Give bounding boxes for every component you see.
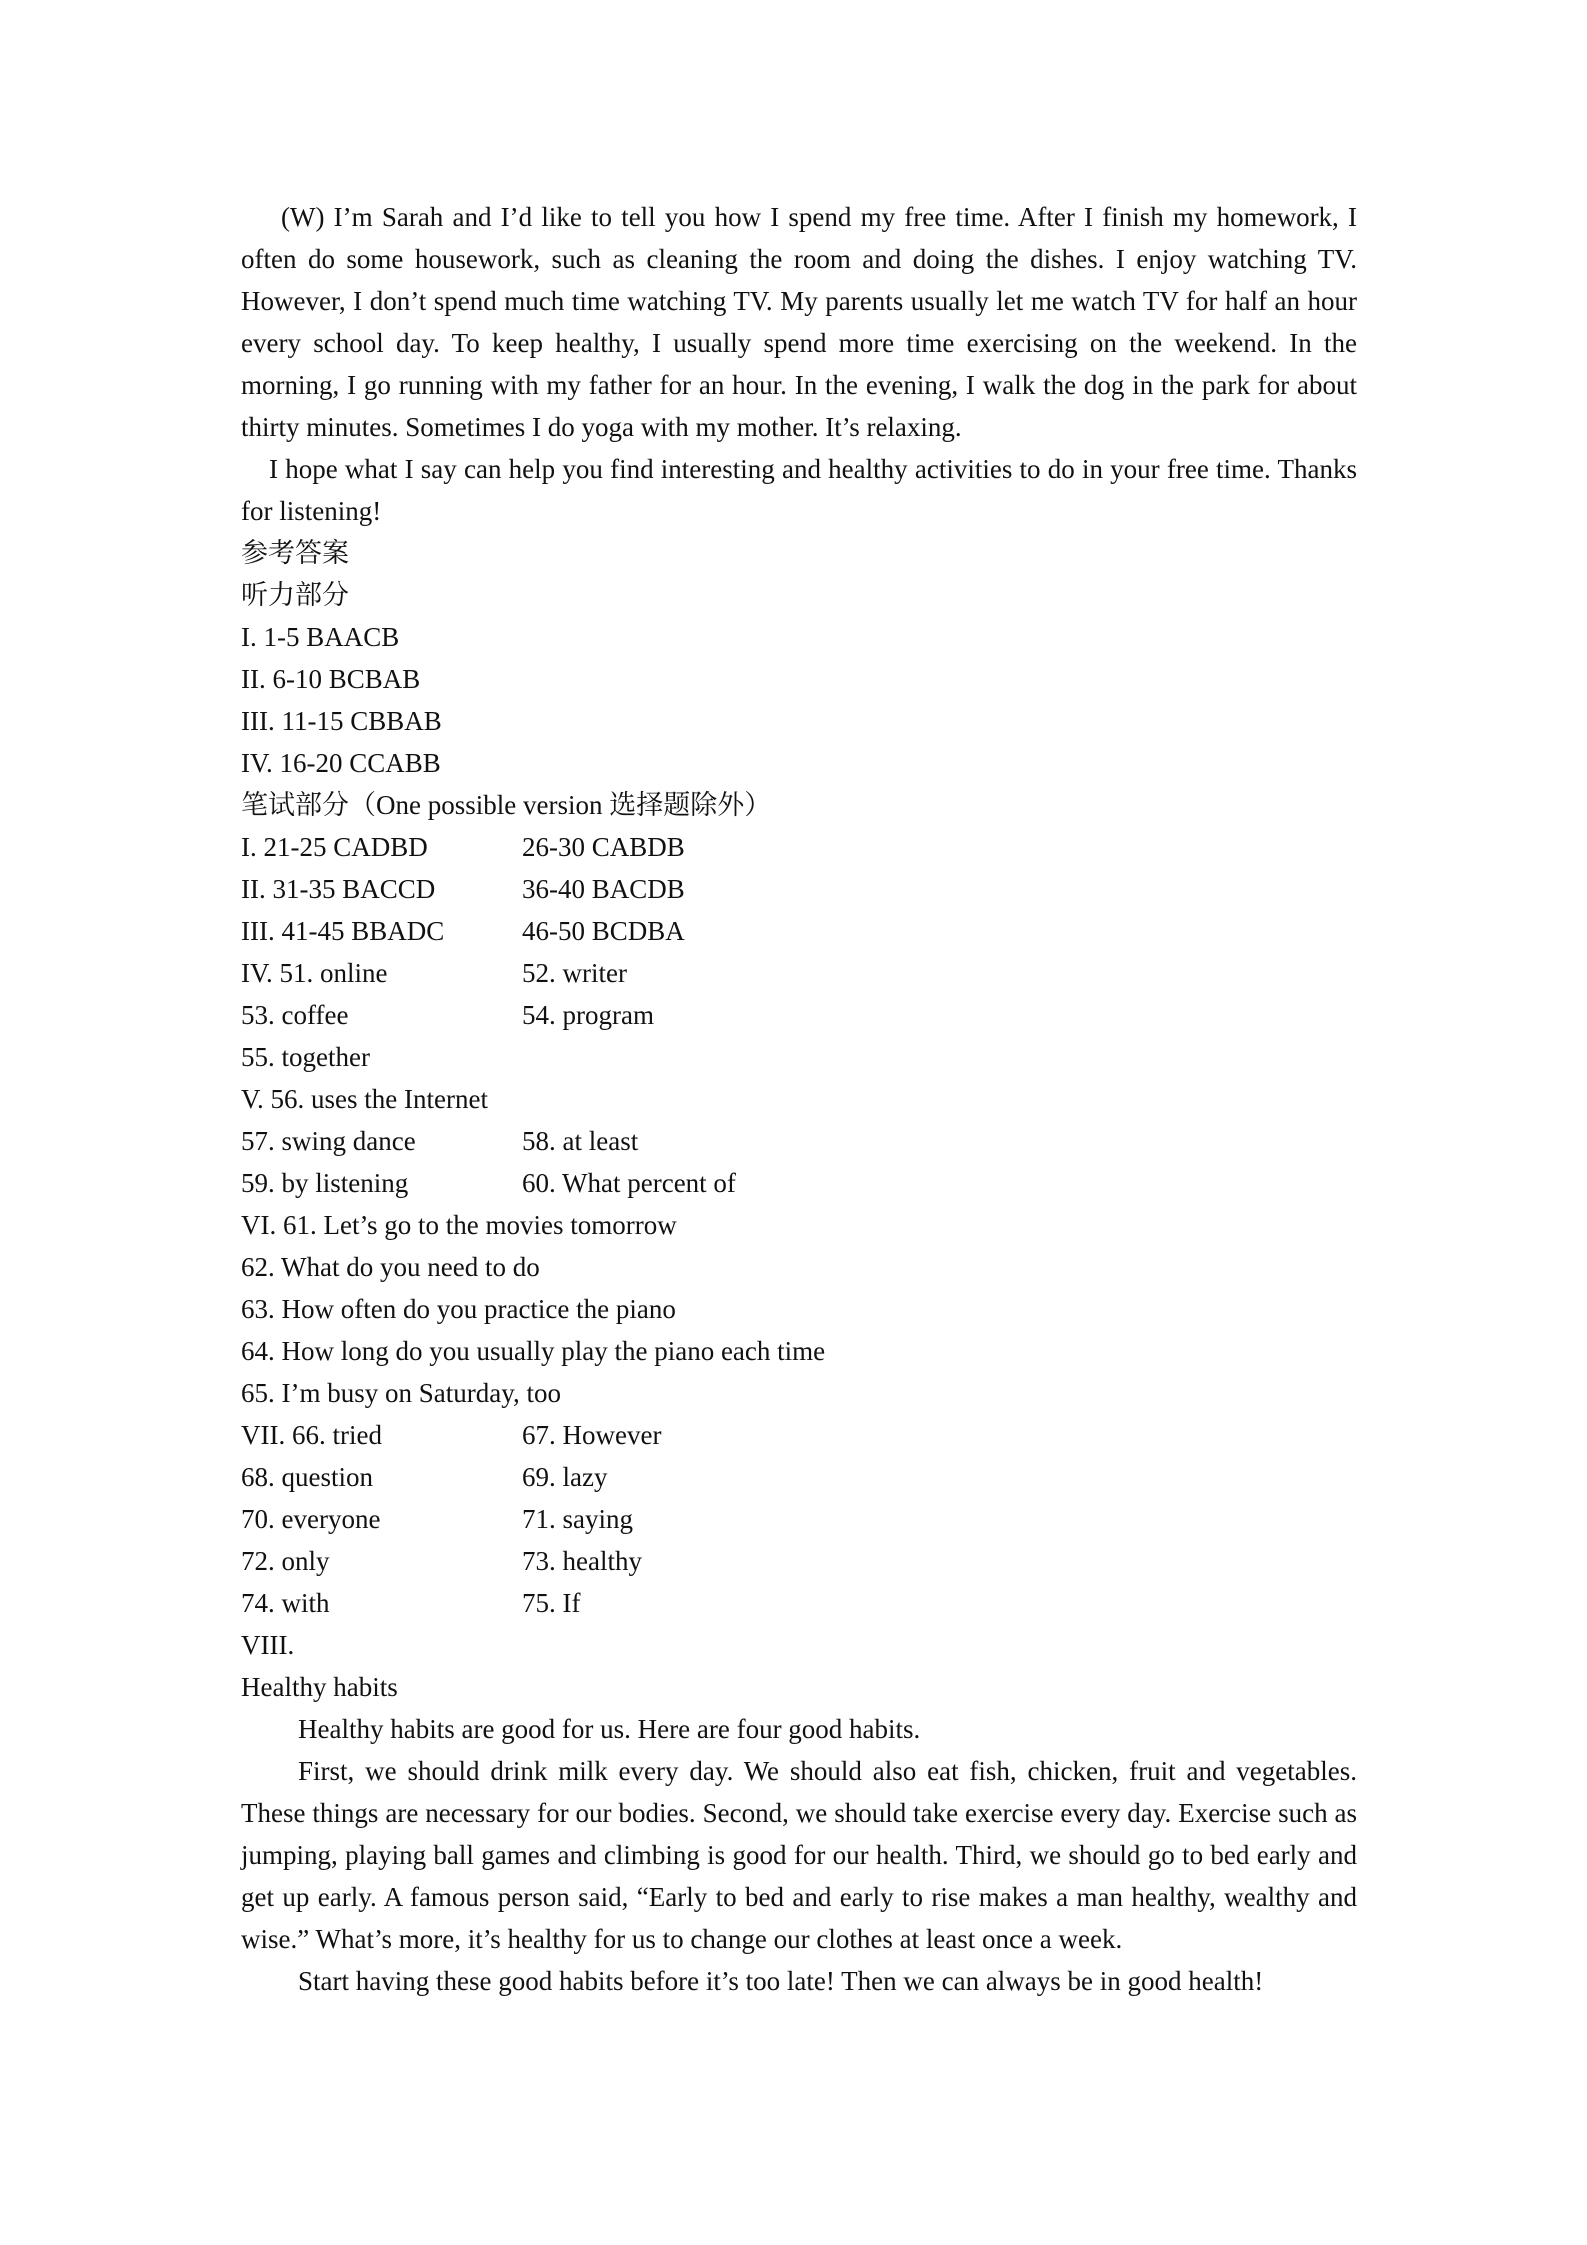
- answer-cell: 62. What do you need to do: [241, 1252, 540, 1282]
- answer-row: [241, 1120, 1357, 1162]
- answer-row: [241, 1036, 1357, 1078]
- answer-row: [241, 1078, 1357, 1120]
- answer-cell: 54. program: [522, 1000, 654, 1030]
- answer-cell: III. 41-45 BBADC: [241, 916, 445, 946]
- answer-cell: 52. writer: [522, 958, 627, 988]
- page-content: [241, 196, 1357, 2002]
- answer-row: [241, 1162, 1357, 1204]
- listening-answer-2: II. 6-10 BCBAB: [241, 664, 421, 694]
- answer-row: [241, 910, 1357, 952]
- answer-cell: 64. How long do you usually play the piano each time: [241, 1336, 826, 1366]
- listening-answer-4: IV. 16-20 CCABB: [241, 748, 441, 778]
- answer-row: [241, 868, 1357, 910]
- essay-paragraph-3: Start having these good habits before it’s too late! Then we can always be in good health!: [298, 1966, 1264, 1996]
- listening-answer-3: III. 11-15 CBBAB: [241, 706, 442, 736]
- essay-paragraph-1: Healthy habits are good for us. Here are four good habits.: [298, 1714, 921, 1744]
- answer-row: [241, 1582, 1357, 1624]
- answer-cell: 71. saying: [522, 1504, 633, 1534]
- transcript-paragraph-2: I hope what I say can help you find interesting and healthy activities to do in your free time. Thanks for listening!: [241, 454, 1357, 526]
- answer-row: [241, 1372, 1357, 1414]
- answer-cell: 75. If: [522, 1588, 581, 1618]
- answer-cell: 58. at least: [522, 1126, 639, 1156]
- section-viii-label: VIII.: [241, 1630, 295, 1660]
- answer-cell: 74. with: [241, 1588, 330, 1618]
- answer-row: [241, 994, 1357, 1036]
- answer-cell: II. 31-35 BACCD: [241, 874, 436, 904]
- answer-row: [241, 1456, 1357, 1498]
- listening-heading: 听力部分: [241, 580, 349, 610]
- answer-cell: 72. only: [241, 1546, 330, 1576]
- answer-cell: VII. 66. tried: [241, 1420, 382, 1450]
- answer-row: [241, 952, 1357, 994]
- answer-cell: 26-30 CABDB: [522, 832, 685, 862]
- answer-cell: VI. 61. Let’s go to the movies tomorrow: [241, 1210, 677, 1240]
- answer-row: [241, 1246, 1357, 1288]
- answer-cell: 70. everyone: [241, 1504, 381, 1534]
- essay-paragraph-2: First, we should drink milk every day. We should also eat fish, chicken, fruit and vegetables. These things are necessary for our bodies. Second, we should take exercise every day. Exercise such as jumping, playing ball games and climbing is good for our health. Third, we should go to bed early and get up early. A famous person said, “Early to bed and early to rise makes a man healthy, wealthy and wise.” What’s more, it’s healthy for us to change our clothes at least once a week.: [241, 1756, 1357, 1954]
- essay-title: Healthy habits: [241, 1672, 398, 1702]
- answer-cell: 55. together: [241, 1042, 370, 1072]
- answer-cell: 65. I’m busy on Saturday, too: [241, 1378, 561, 1408]
- answer-cell: IV. 51. online: [241, 958, 388, 988]
- answer-cell: 36-40 BACDB: [522, 874, 685, 904]
- writing-heading: 笔试部分（One possible version 选择题除外）: [241, 790, 772, 820]
- answer-cell: I. 21-25 CADBD: [241, 832, 428, 862]
- answer-row: [241, 1288, 1357, 1330]
- answer-cell: 73. healthy: [522, 1546, 642, 1576]
- answer-row: [241, 1540, 1357, 1582]
- answer-row: [241, 1204, 1357, 1246]
- answer-row: [241, 1330, 1357, 1372]
- answer-cell: 59. by listening: [241, 1168, 409, 1198]
- answer-cell: V. 56. uses the Internet: [241, 1084, 488, 1114]
- answer-cell: 46-50 BCDBA: [522, 916, 685, 946]
- answer-row: [241, 826, 1357, 868]
- answers-heading: 参考答案: [241, 538, 349, 568]
- answer-cell: 69. lazy: [522, 1462, 608, 1492]
- listening-answer-1: I. 1-5 BAACB: [241, 622, 400, 652]
- answer-cell: 57. swing dance: [241, 1126, 416, 1156]
- answer-row: [241, 1414, 1357, 1456]
- transcript-paragraph-1: (W) I’m Sarah and I’d like to tell you how I spend my free time. After I finish my homework, I often do some housework, such as cleaning the room and doing the dishes. I enjoy watching TV. However, I don’t spend much time watching TV. My parents usually let me watch TV for half an hour every school day. To keep healthy, I usually spend more time exercising on the weekend. In the morning, I go running with my father for an hour. In the evening, I walk the dog in the park for about thirty minutes. Sometimes I do yoga with my mother. It’s relaxing.: [241, 202, 1357, 442]
- answer-cell: 53. coffee: [241, 1000, 349, 1030]
- answer-row: [241, 1498, 1357, 1540]
- answer-cell: 63. How often do you practice the piano: [241, 1294, 676, 1324]
- answer-cell: 67. However: [522, 1420, 662, 1450]
- answer-cell: 68. question: [241, 1462, 373, 1492]
- answer-cell: 60. What percent of: [522, 1168, 736, 1198]
